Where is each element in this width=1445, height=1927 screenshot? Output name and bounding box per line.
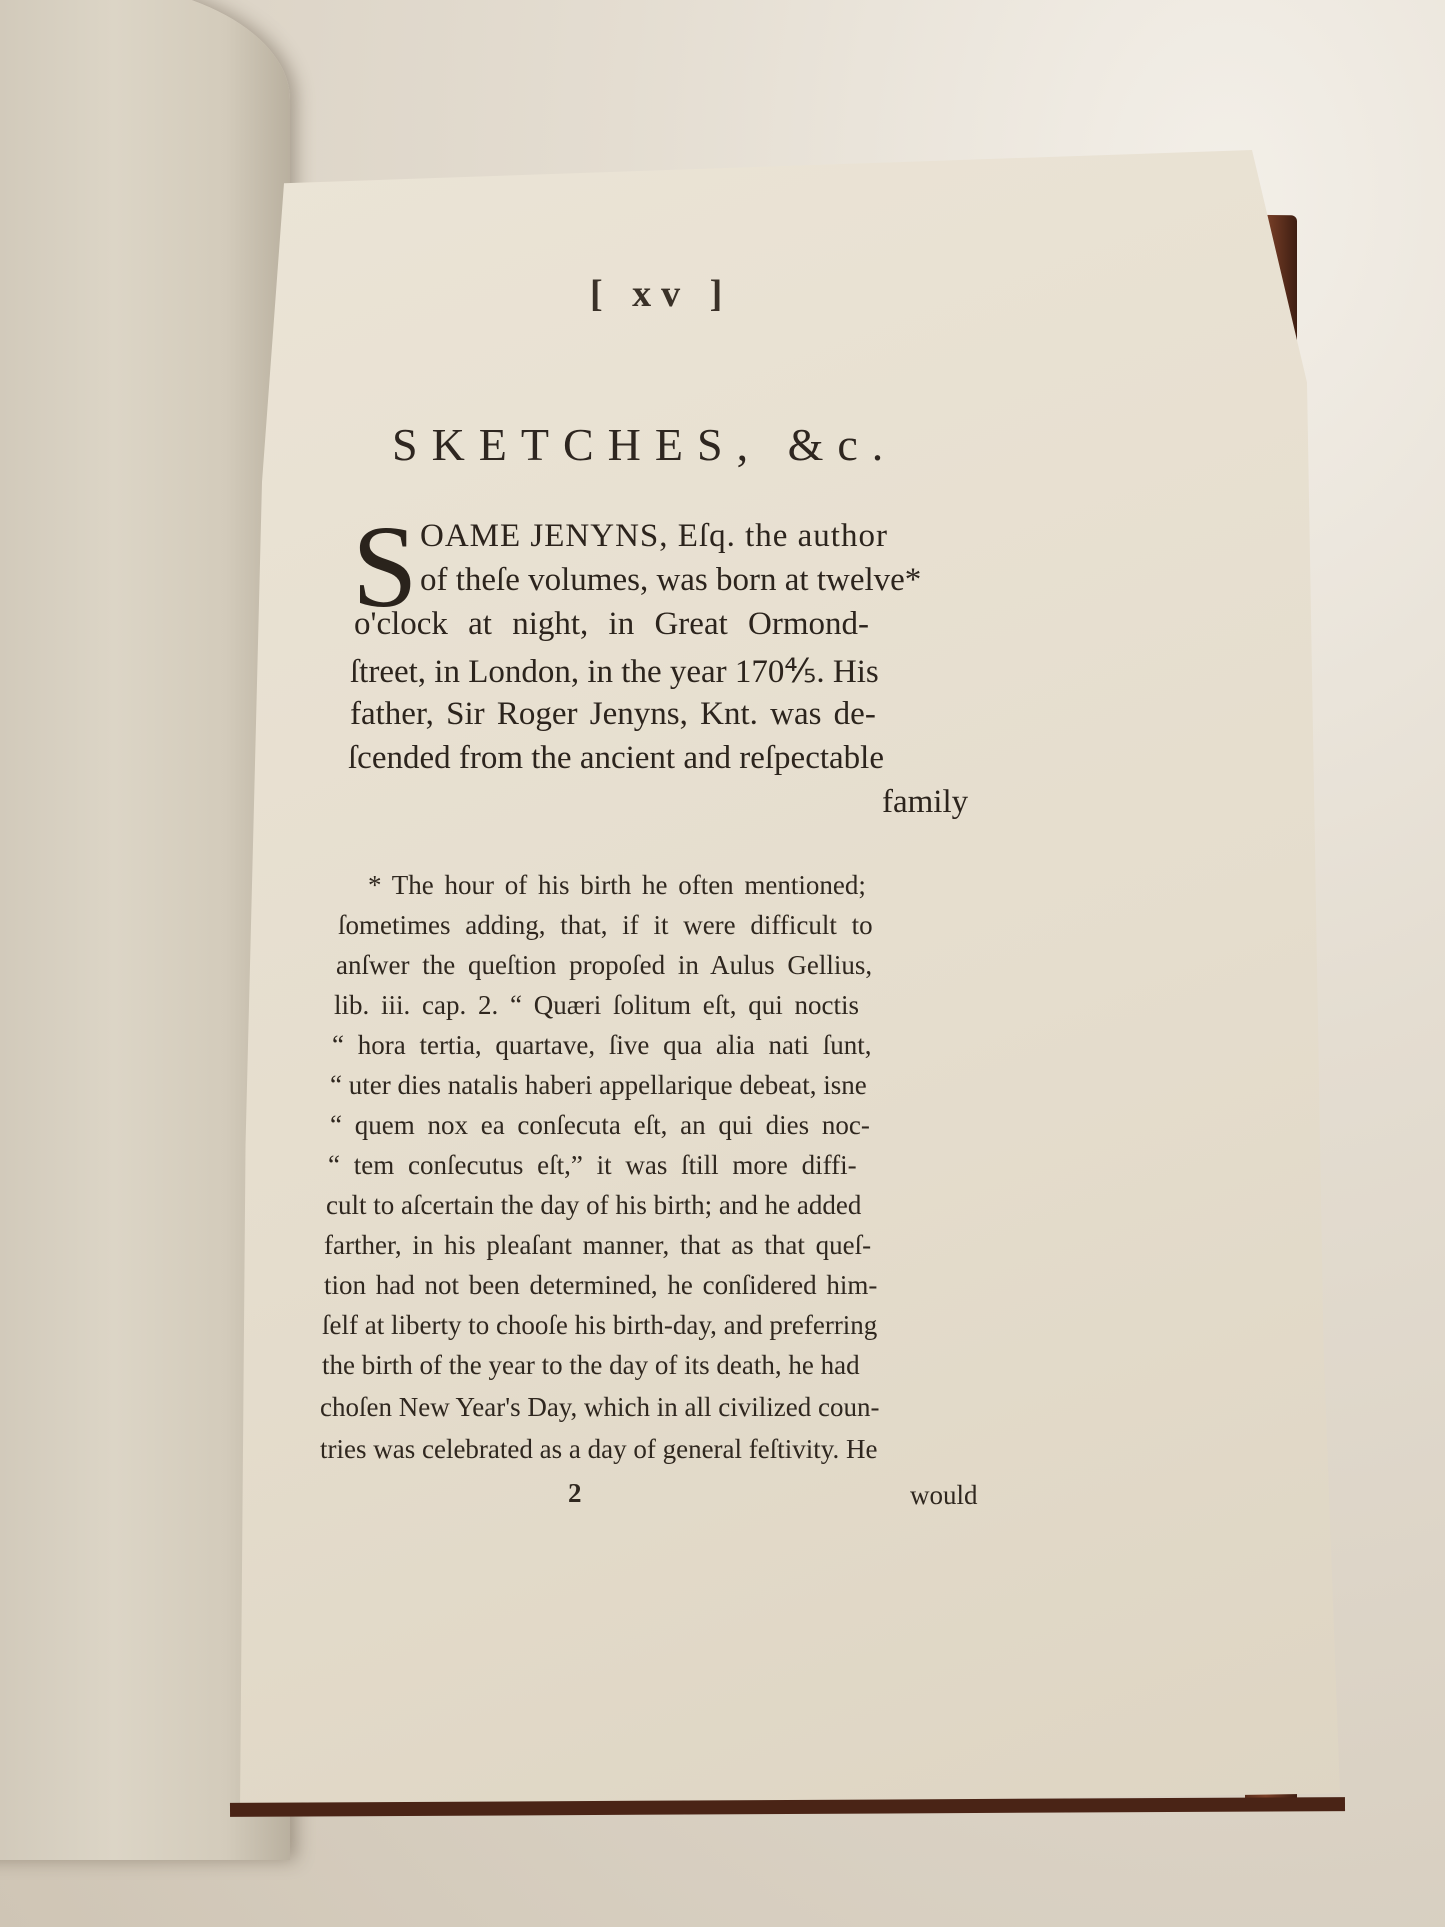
body-line: family xyxy=(882,784,969,820)
footnote-line: cult to aſcertain the day of his birth; and he added xyxy=(326,1190,862,1220)
footnote-line: the birth of the year to the day of its death, he had xyxy=(322,1350,860,1380)
drop-cap: S xyxy=(352,501,418,632)
footnote-line: choſen New Year's Day, which in all civilized coun- xyxy=(320,1392,880,1422)
body-line: o'clock at night, in Great Ormond- xyxy=(354,606,869,642)
footnote-line: * The hour of his birth he often mentioned; xyxy=(368,870,866,900)
body-line: ſcended from the ancient and reſpectable xyxy=(348,740,884,776)
body-line: father, Sir Roger Jenyns, Knt. was de- xyxy=(350,696,876,732)
footnote-line: anſwer the queſtion propoſed in Aulus Gellius, xyxy=(336,950,873,980)
footnote-line: lib. iii. cap. 2. “ Quæri ſolitum eſt, qui noctis xyxy=(334,990,859,1020)
page-title: SKETCHES, &c. xyxy=(392,419,898,470)
catchword: would xyxy=(910,1480,978,1510)
footnote-line: “ quem nox ea conſecuta eſt, an qui dies noc- xyxy=(330,1110,870,1140)
footnote-line: ſelf at liberty to chooſe his birth-day, and preferring xyxy=(322,1310,878,1340)
running-head: [ xv ] xyxy=(590,273,733,315)
footnote-line: tries was celebrated as a day of general feſtivity. He xyxy=(320,1434,878,1464)
footnote-line: “ tem conſecutus eſt,” it was ſtill more diffi- xyxy=(328,1150,857,1180)
footnote-line: “ uter dies natalis haberi appellarique debeat, isne xyxy=(330,1070,867,1100)
footnote-line: ſometimes adding, that, if it were difficult to xyxy=(338,910,873,940)
body-line: of theſe volumes, was born at twelve* xyxy=(420,562,922,598)
footnote-line: tion had not been determined, he conſidered him- xyxy=(324,1270,878,1300)
signature-mark: 2 xyxy=(568,1478,582,1508)
footnote-line: “ hora tertia, quartave, ſive qua alia nati ſunt, xyxy=(332,1030,872,1060)
footnote-line: farther, in his pleaſant manner, that as that queſ- xyxy=(324,1230,872,1260)
body-line: OAME JENYNS, Eſq. the author xyxy=(420,518,888,554)
body-line: ſtreet, in London, in the year 170⅘. His xyxy=(350,654,879,690)
